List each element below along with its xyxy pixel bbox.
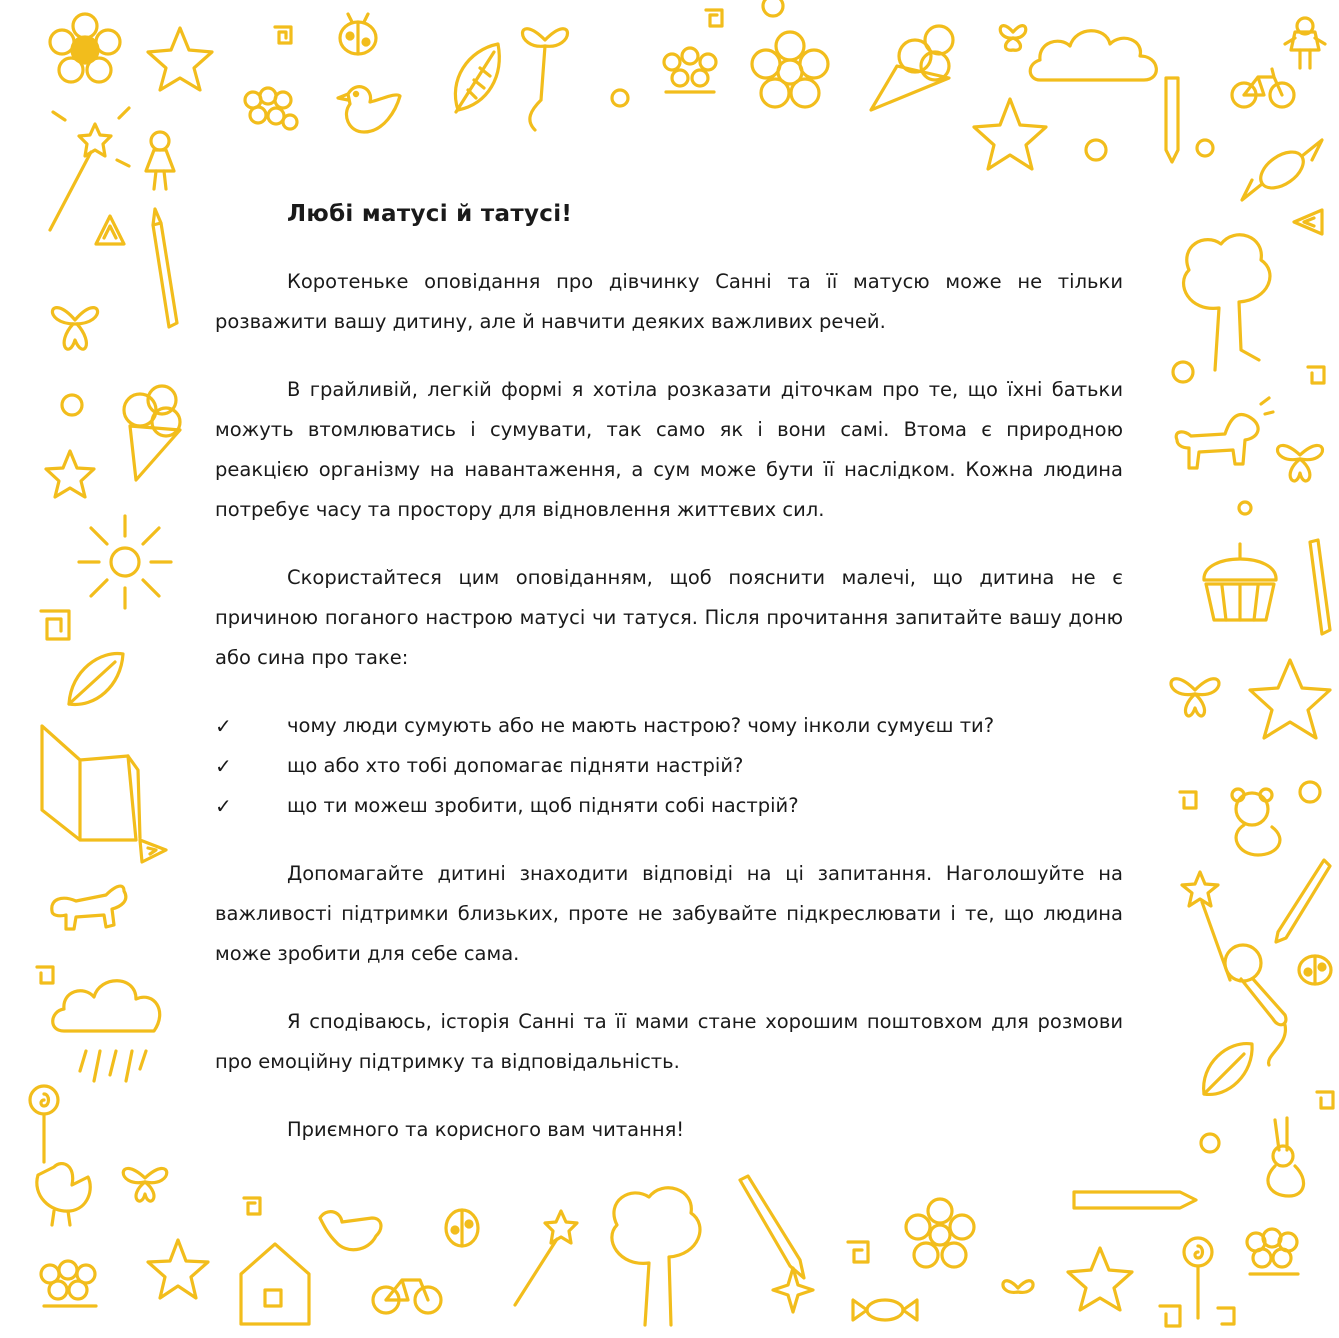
flower-icon [752, 32, 828, 107]
rabbit-icon [1268, 1118, 1304, 1196]
spiral-icon [1317, 1092, 1333, 1108]
spiral-icon [1160, 1306, 1180, 1326]
magic-wand-icon [1182, 872, 1230, 980]
butterfly-icon [1000, 26, 1026, 51]
tree-icon [612, 1188, 700, 1325]
checklist-item [215, 746, 1123, 786]
ladybug-icon [1299, 956, 1331, 984]
bird-icon [37, 1164, 90, 1225]
spiral-icon [244, 1198, 260, 1214]
paragraph-help: Допомагайте дитині знаходити відповіді на ці запитання. Наголошуйте на важливості підтримки близьких, проте не забувайте підкреслювати і те, що людина може зробити для себе сама. [215, 862, 1123, 965]
paragraph-hope: Я сподіваюсь, історія Санні та її мами стане хорошим поштовхом для розмови про емоційну підтримку та відповідальність. [215, 1010, 1123, 1073]
spiral-icon [275, 27, 291, 43]
letter [215, 192, 1123, 1150]
flower-icon [664, 48, 716, 92]
checklist-item-text: що або хто тобі допомагає підняти настрій? [287, 754, 744, 777]
butterfly-icon [1277, 445, 1322, 480]
spiral-icon [1308, 367, 1324, 383]
book-icon [42, 726, 140, 840]
pencil-icon [740, 1176, 804, 1278]
question-checklist [215, 706, 1123, 826]
girl-icon [1285, 18, 1325, 68]
sun-icon [79, 516, 171, 608]
star-icon [1068, 1248, 1132, 1310]
cupcake-icon [1204, 544, 1276, 620]
spiral-icon [1218, 1308, 1234, 1324]
cloud-icon [53, 981, 160, 1081]
tree-icon [1184, 235, 1270, 370]
lollipop-icon [30, 1086, 58, 1162]
lollipop-icon [1184, 1238, 1212, 1318]
candy-icon [1242, 140, 1322, 200]
butterfly-icon [123, 1168, 167, 1201]
spiral-icon [140, 840, 166, 862]
checklist-item [215, 706, 1123, 746]
flower-icon [41, 1261, 96, 1306]
ladybug-icon [446, 1210, 478, 1246]
checklist-item-text: що ти можеш зробити, щоб підняти собі настрій? [287, 794, 799, 817]
teddy-bear-icon [1232, 789, 1280, 855]
ice-cream-icon [124, 386, 180, 480]
spiral-icon [1294, 210, 1322, 234]
paragraph-fatigue: В грайливій, легкій формі я хотіла розказати діточкам про те, що їхні батьки можуть втомлюватись і сумувати, так само як і вони самі. Втома є природною реакцією організму на навантаження, а сум може бути її наслідком. Кожна людина потребує часу та простору для відновлення життєвих сил. [215, 378, 1123, 521]
butterfly-icon [52, 308, 97, 350]
butterfly-icon [1171, 679, 1219, 716]
check-icon: ✓ [215, 714, 232, 738]
bird-icon [338, 87, 400, 132]
pencil-icon [1310, 540, 1330, 634]
spiral-icon [848, 1242, 868, 1262]
candy-icon [853, 1300, 917, 1320]
spiral-icon [1180, 792, 1196, 808]
star-icon [1250, 660, 1330, 738]
closing-line: Приємного та корисного вам читання! [287, 1118, 685, 1141]
spiral-icon [96, 216, 124, 244]
checklist-item-text: чому люди сумують або не мають настрою? чому інколи сумуєш ти? [287, 714, 995, 737]
bicycle-icon [1232, 69, 1294, 107]
checklist-item [215, 786, 1123, 826]
leaf-icon [1204, 1044, 1252, 1095]
spiral-icon [37, 967, 53, 983]
star-icon [148, 1240, 208, 1298]
pencil-icon [153, 209, 177, 327]
magic-wand-icon [50, 108, 129, 230]
star-icon [974, 99, 1046, 169]
spiral-icon [41, 611, 69, 639]
ladybug-icon [340, 14, 376, 54]
pencil-icon [1166, 78, 1178, 162]
leaf-icon [69, 653, 123, 704]
check-icon: ✓ [215, 794, 232, 818]
cloud-icon [1030, 31, 1156, 80]
dog-icon [52, 886, 126, 929]
ice-cream-icon [871, 26, 953, 110]
bird-icon [320, 1212, 381, 1250]
magic-wand-icon [515, 1211, 577, 1305]
flower-icon [1247, 1229, 1298, 1274]
check-icon: ✓ [215, 754, 232, 778]
flower-icon [50, 14, 120, 82]
bicycle-icon [373, 1280, 441, 1313]
butterfly-icon [1003, 1281, 1033, 1293]
star-icon [773, 1268, 813, 1312]
pencil-icon [1074, 1192, 1196, 1208]
spiral-icon [706, 10, 722, 26]
pencil-icon [1276, 860, 1330, 942]
flower-icon [245, 88, 297, 129]
leaf-icon [455, 44, 499, 112]
star-icon [46, 451, 94, 497]
dog-icon [1176, 398, 1273, 468]
paragraph-intro: Коротеньке оповідання про дівчинку Санні та її матусю може не тільки розважити вашу дитину, але й навчити деяких важливих речей. [215, 270, 1123, 333]
star-icon [148, 28, 212, 90]
greeting-heading: Любі матусі й татусі! [287, 201, 573, 227]
flower-icon [906, 1199, 974, 1267]
girl-icon [146, 132, 174, 189]
butterfly-icon [523, 29, 568, 130]
house-icon [241, 1244, 309, 1324]
paragraph-usage: Скористайтеся цим оповіданням, щоб пояснити малечі, що дитина не є причиною поганого настрою матусі чи татуся. Після прочитання запитайте вашу доню або сина про таке: [215, 566, 1123, 669]
